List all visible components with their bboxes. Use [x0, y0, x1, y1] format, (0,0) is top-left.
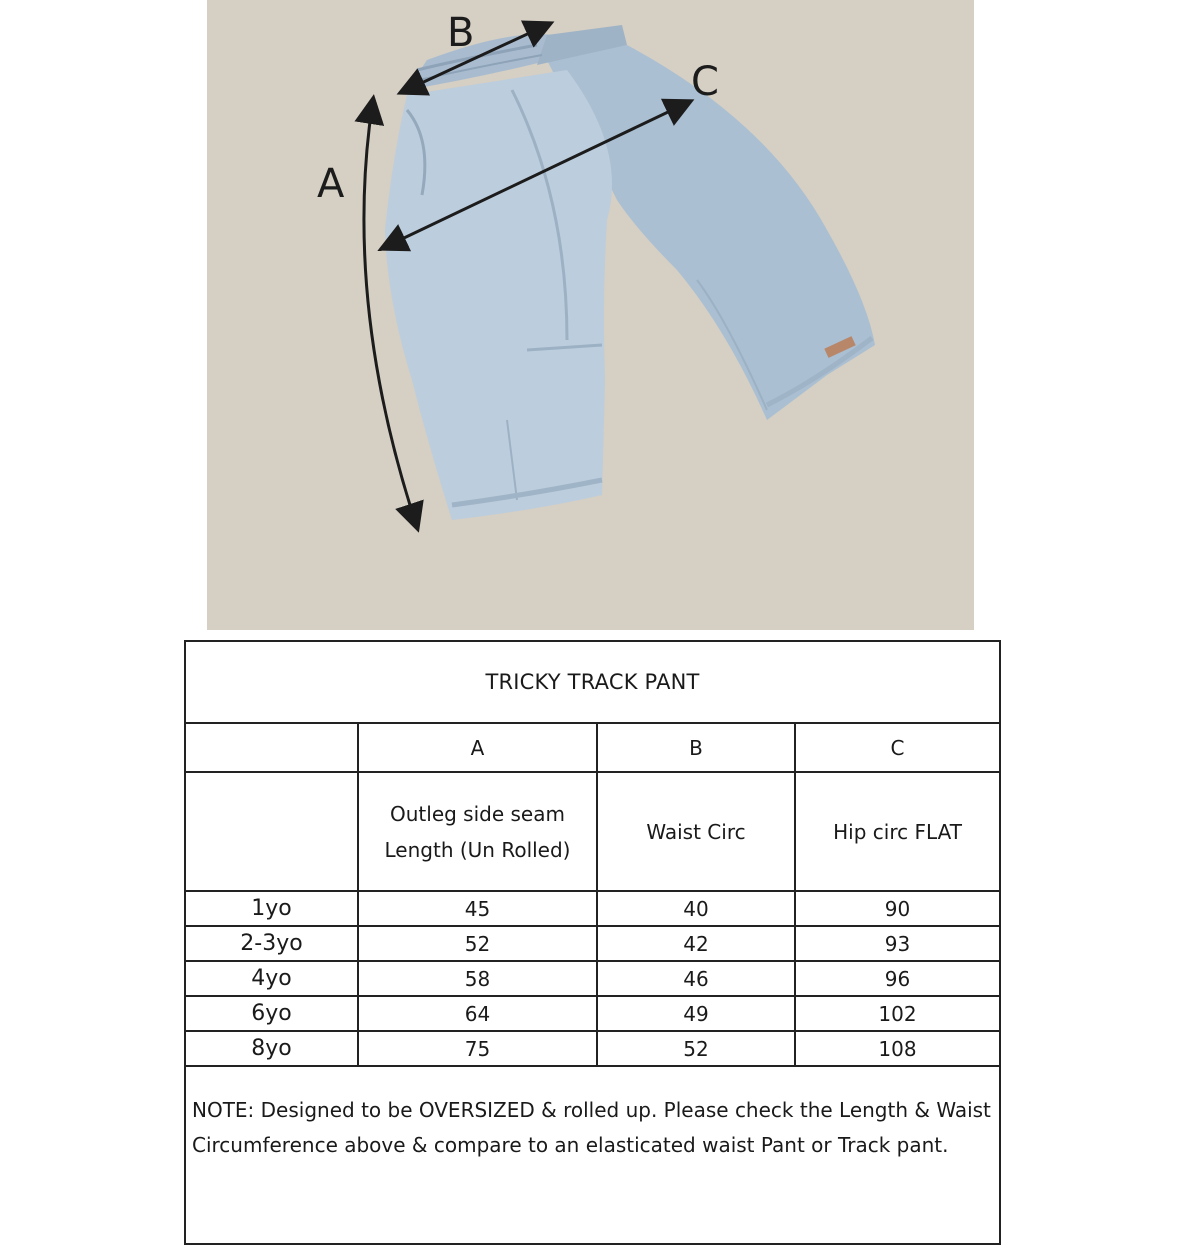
size-label: 8yo [185, 1031, 358, 1066]
column-description-a [358, 772, 597, 891]
table-row [185, 961, 1000, 996]
value-b: 52 [597, 1031, 795, 1066]
table-row [185, 926, 1000, 961]
value-c: 102 [795, 996, 1000, 1031]
table-title: TRICKY TRACK PANT [185, 641, 1000, 723]
value-a: 58 [358, 961, 597, 996]
size-label: 2-3yo [185, 926, 358, 961]
sizing-note: NOTE: Designed to be OVERSIZED & rolled up. Please check the Length & Waist Circumference above & compare to an elasticated waist Pant or Track pant. [185, 1066, 1000, 1244]
column-description-b: Waist Circ [597, 772, 795, 891]
value-c: 108 [795, 1031, 1000, 1066]
size-label: 4yo [185, 961, 358, 996]
size-label: 6yo [185, 996, 358, 1031]
value-b: 46 [597, 961, 795, 996]
value-a: 75 [358, 1031, 597, 1066]
empty-description-cell [185, 772, 358, 891]
table-title-row [185, 641, 1000, 723]
value-b: 49 [597, 996, 795, 1031]
column-letter-a: A [358, 723, 597, 772]
column-letter-b: B [597, 723, 795, 772]
value-b: 42 [597, 926, 795, 961]
pants-illustration [207, 0, 974, 630]
table-row [185, 891, 1000, 926]
size-chart-table [184, 640, 1001, 1245]
dimension-label-a: A [317, 161, 345, 207]
table-row [185, 1031, 1000, 1066]
product-photo [207, 0, 974, 630]
column-letter-c: C [795, 723, 1000, 772]
column-description-c: Hip circ FLAT [795, 772, 1000, 891]
note-row [185, 1066, 1000, 1244]
column-description-row [185, 772, 1000, 891]
value-a: 64 [358, 996, 597, 1031]
column-letter-row [185, 723, 1000, 772]
value-c: 90 [795, 891, 1000, 926]
table-row [185, 996, 1000, 1031]
value-a: 52 [358, 926, 597, 961]
value-b: 40 [597, 891, 795, 926]
column-description-a-text: Outleg side seam Length (Un Rolled) [384, 801, 571, 862]
value-a: 45 [358, 891, 597, 926]
size-label: 1yo [185, 891, 358, 926]
dimension-label-b: B [447, 10, 475, 56]
dimension-label-c: C [691, 59, 719, 105]
empty-header-cell [185, 723, 358, 772]
value-c: 96 [795, 961, 1000, 996]
value-c: 93 [795, 926, 1000, 961]
